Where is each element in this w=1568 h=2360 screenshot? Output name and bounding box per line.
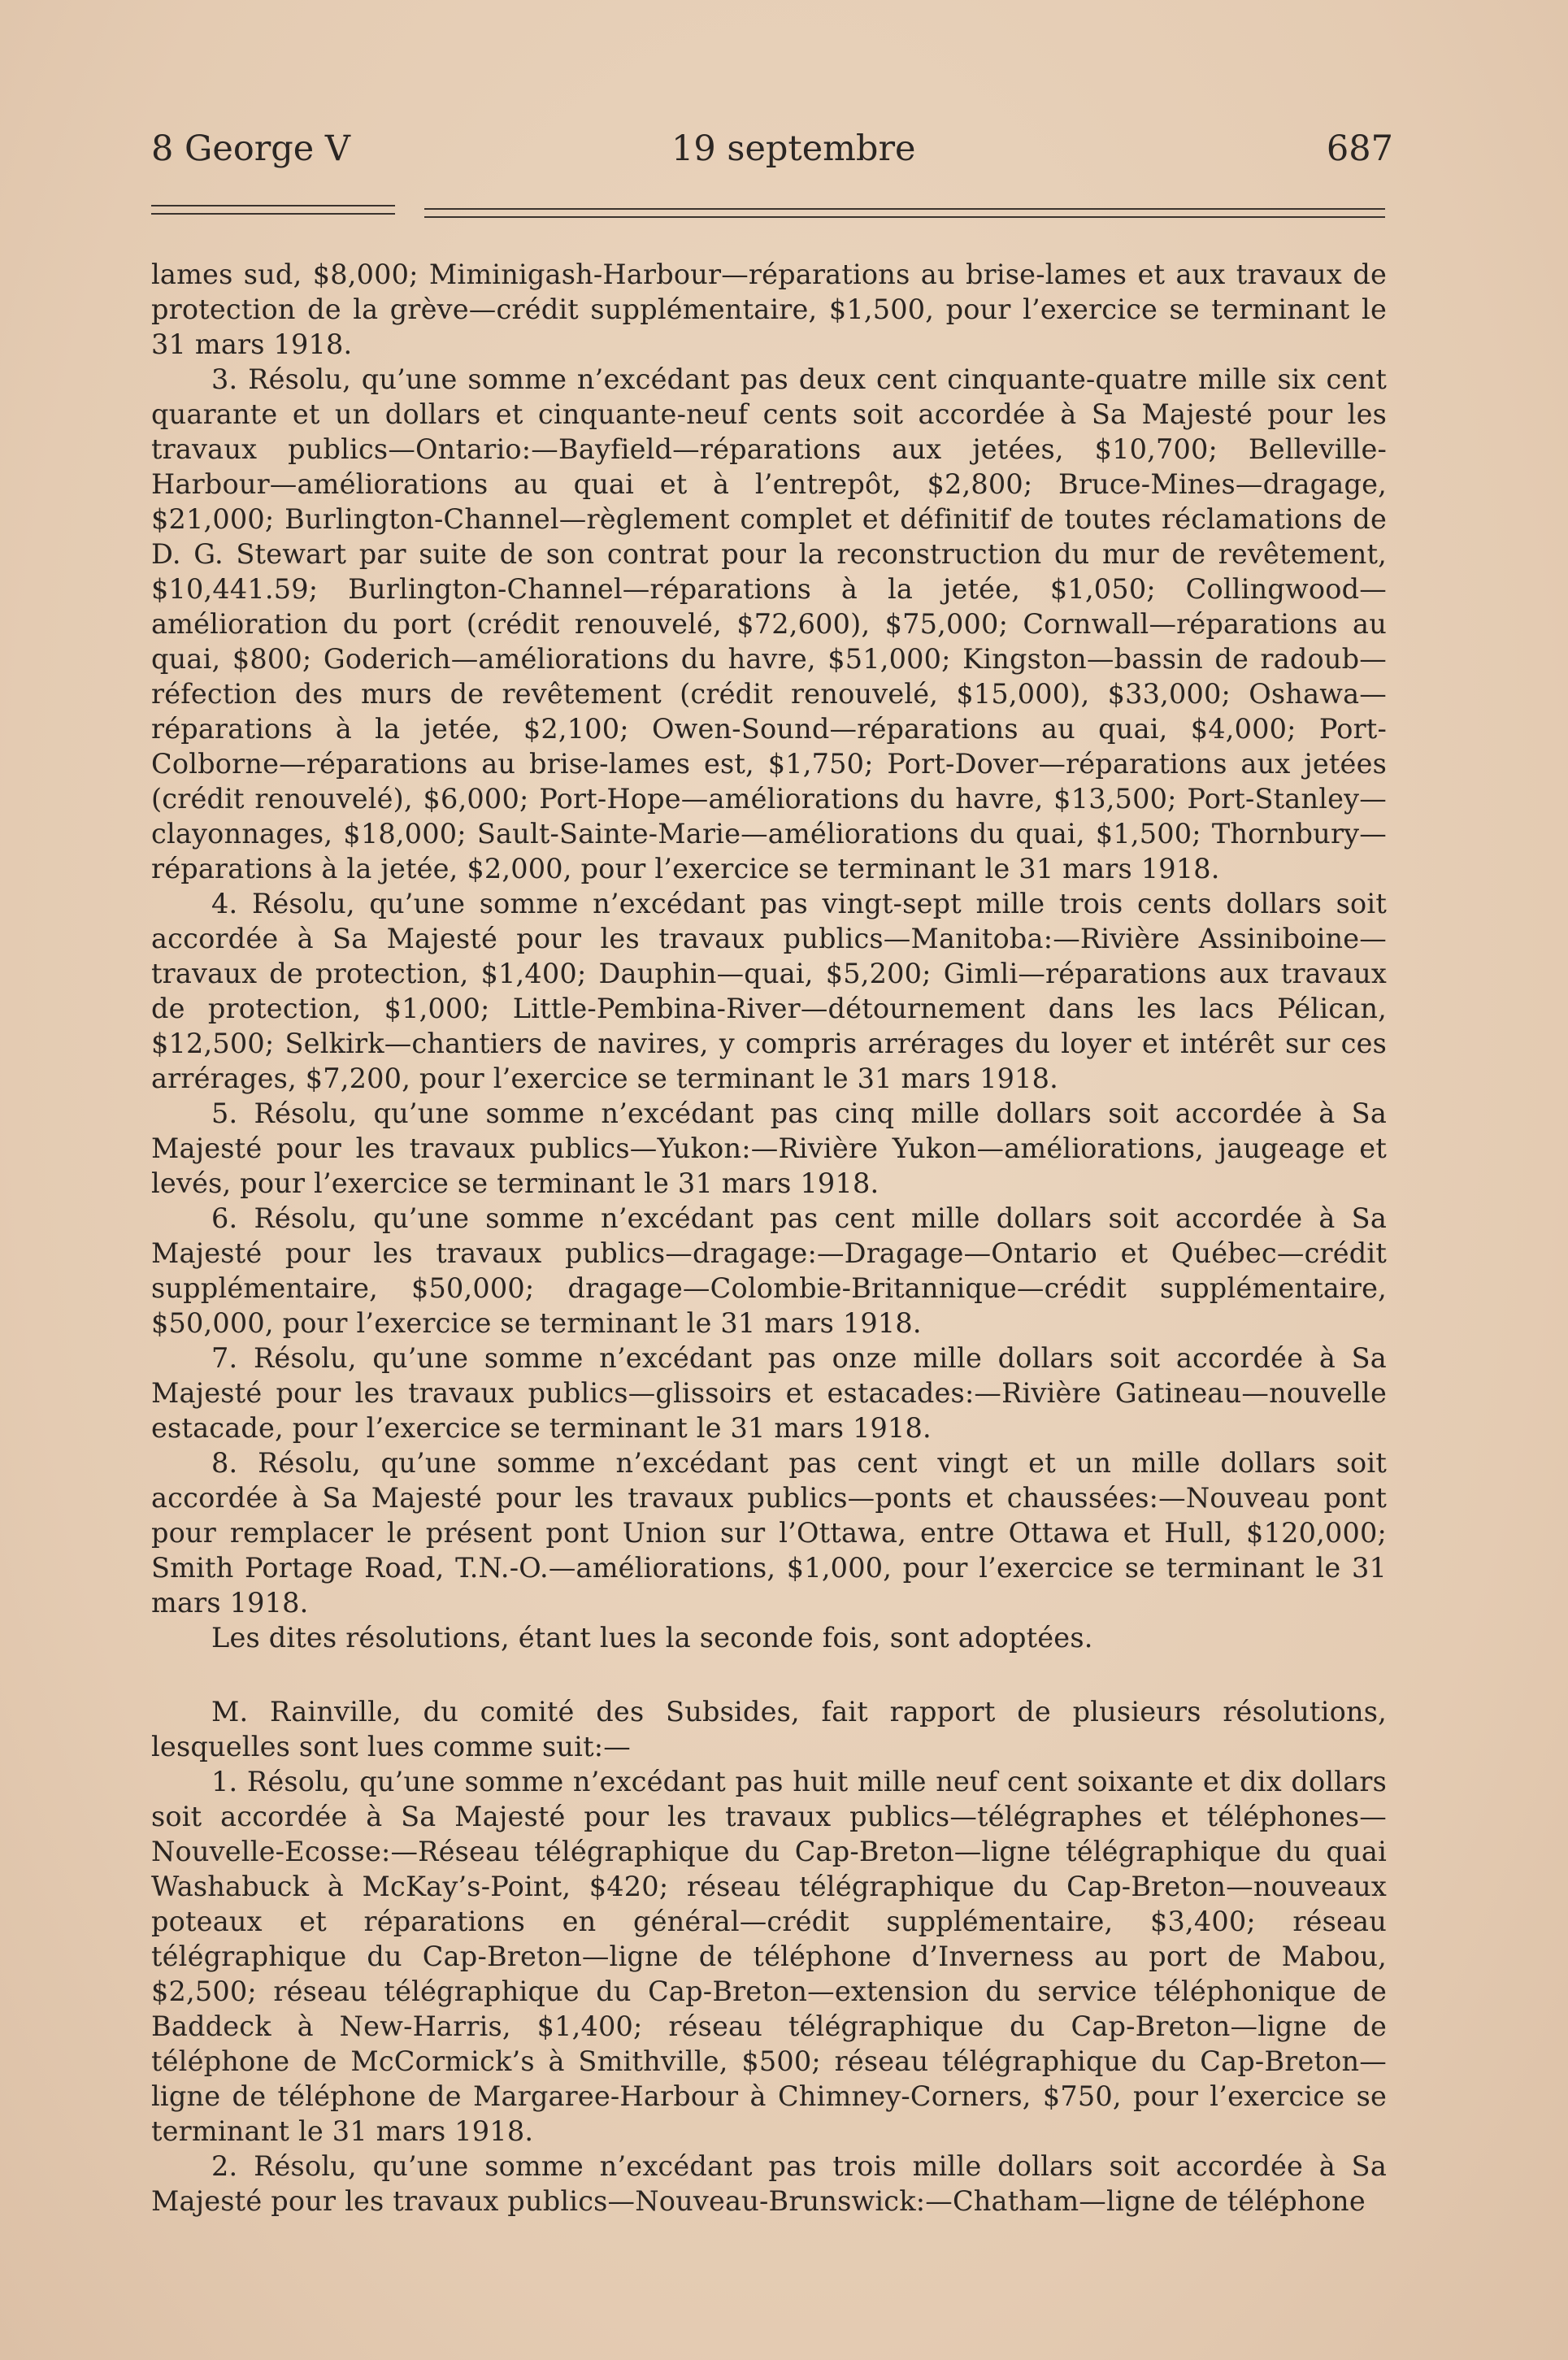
header-rule-left-bottom: [151, 213, 395, 215]
header-reign: 8 George V: [151, 128, 350, 169]
header-rule-right-top: [424, 208, 1385, 210]
paragraph-report: M. Rainville, du comité des Subsides, fait rapport de plusieurs résolutions, lesquelles sont lues comme suit:—: [151, 1696, 1387, 1762]
paragraph-resolution-8: 8. Résolu, qu’une somme n’excédant pas cent vingt et un mille dollars soit accordée à Sa Majesté pour les travaux publics—ponts et chaussées:—Nouveau pont pour remplacer le présent pont Union sur l’Ottawa, entre Ottawa et Hull, $120,000; Smith Portage Road, T.N.-O.—améliorations, $1,000, pour l’exercice se terminant le 31 mars 1918.: [151, 1447, 1387, 1619]
paragraph-continuation: lames sud, $8,000; Miminigash-Harbour—réparations au brise-lames et aux travaux de protection de la grève—crédit supplémentaire, $1,500, pour l’exercice se terminant le 31 mars 1918.: [151, 259, 1387, 360]
page-header: [151, 128, 1393, 185]
header-rule-left-top: [151, 205, 395, 206]
paragraph-resolution-3: 3. Résolu, qu’une somme n’excédant pas deux cent cinquante-quatre mille six cent quarante et un dollars et cinquante-neuf cents soit accordée à Sa Majesté pour les travaux publics—Ontario:—Bayfield—réparations aux jetées, $10,700; Belleville-Harbour—améliorations au quai et à l’entrepôt, $2,800; Bruce-Mines—dragage, $21,000; Burlington-Channel—règlement complet et définitif de toutes réclamations de D. G. Stewart par suite de son contrat pour la reconstruction du mur de revêtement, $10,441.59; Burlington-Channel—réparations à la jetée, $1,050; Collingwood—amélioration du port (crédit renouvelé, $72,600), $75,000; Cornwall—réparations au quai, $800; Goderich—améliorations du havre, $51,000; Kingston—bassin de radoub—réfection des murs de revêtement (crédit renouvelé, $15,000), $33,000; Oshawa—réparations à la jetée, $2,100; Owen-Sound—réparations au quai, $4,000; Port-Colborne—réparations au brise-lames est, $1,750; Port-Dover—réparations aux jetées (crédit renouvelé), $6,000; Port-Hope—améliorations du havre, $13,500; Port-Stanley—clayonnages, $18,000; Sault-Sainte-Marie—améliorations du quai, $1,500; Thornbury—réparations à la jetée, $2,000, pour l’exercice se terminant le 31 mars 1918.: [151, 363, 1387, 884]
page-number: 687: [1326, 128, 1393, 169]
paragraph-resolution-4: 4. Résolu, qu’une somme n’excédant pas vingt-sept mille trois cents dollars soit accordée à Sa Majesté pour les travaux publics—Manitoba:—Rivière Assiniboine—travaux de protection, $1,400; Dauphin—quai, $5,200; Gimli—réparations aux travaux de protection, $1,000; Little-Pembina-River—détournement dans les lacs Pélican, $12,500; Selkirk—chantiers de navires, y compris arrérages du loyer et intérêt sur ces arrérages, $7,200, pour l’exercice se terminant le 31 mars 1918.: [151, 888, 1387, 1094]
paragraph-resolution-7: 7. Résolu, qu’une somme n’excédant pas onze mille dollars soit accordée à Sa Majesté pour les travaux publics—glissoirs et estacades:—Rivière Gatineau—nouvelle estacade, pour l’exercice se terminant le 31 mars 1918.: [151, 1342, 1387, 1444]
paragraph-resolution-5: 5. Résolu, qu’une somme n’excédant pas cinq mille dollars soit accordée à Sa Majesté pour les travaux publics—Yukon:—Rivière Yukon—améliorations, jaugeage et levés, pour l’exercice se terminant le 31 mars 1918.: [151, 1097, 1387, 1199]
document-body: [151, 257, 1387, 2219]
paragraph-resolution-6: 6. Résolu, qu’une somme n’excédant pas cent mille dollars soit accordée à Sa Majesté pour les travaux publics—dragage:—Dragage—Ontario et Québec—crédit supplémentaire, $50,000; dragage—Colombie-Britannique—crédit supplémentaire, $50,000, pour l’exercice se terminant le 31 mars 1918.: [151, 1202, 1387, 1339]
header-date: 19 septembre: [671, 128, 916, 169]
paragraph-adoption: Les dites résolutions, étant lues la seconde fois, sont adoptées.: [211, 1622, 1093, 1654]
paragraph-resolution-2: 2. Résolu, qu’une somme n’excédant pas trois mille dollars soit accordée à Sa Majesté pour les travaux publics—Nouveau-Brunswick:—Chatham—ligne de téléphone: [151, 2150, 1387, 2217]
paragraph-resolution-1: 1. Résolu, qu’une somme n’excédant pas huit mille neuf cent soixante et dix dollars soit accordée à Sa Majesté pour les travaux publics—télégraphes et téléphones—Nouvelle-Ecosse:—Réseau télégraphique du Cap-Breton—ligne télégraphique du quai Washabuck à McKay’s-Point, $420; réseau télégraphique du Cap-Breton—nouveaux poteaux et réparations en général—crédit supplémentaire, $3,400; réseau télégraphique du Cap-Breton—ligne de téléphone d’Inverness au port de Mabou, $2,500; réseau télégraphique du Cap-Breton—extension du service téléphonique de Baddeck à New-Harris, $1,400; réseau télégraphique du Cap-Breton—ligne de téléphone de McCormick’s à Smithville, $500; réseau télégraphique du Cap-Breton—ligne de téléphone de Margaree-Harbour à Chimney-Corners, $750, pour l’exercice se terminant le 31 mars 1918.: [151, 1766, 1387, 2147]
header-rule-right-bottom: [424, 216, 1385, 218]
